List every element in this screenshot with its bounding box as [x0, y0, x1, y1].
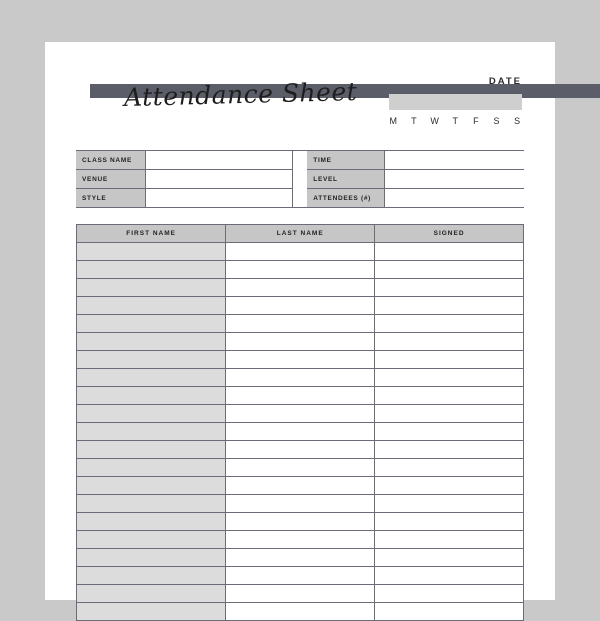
table-cell[interactable]: [375, 495, 524, 513]
weekday-monday[interactable]: M: [389, 116, 398, 126]
table-row: [77, 261, 524, 279]
table-row: [77, 549, 524, 567]
table-row: [77, 513, 524, 531]
date-input[interactable]: [389, 94, 522, 110]
info-label-venue: VENUE: [76, 170, 146, 188]
table-row: [77, 243, 524, 261]
table-cell[interactable]: [77, 297, 226, 315]
table-cell[interactable]: [77, 513, 226, 531]
table-row: [77, 477, 524, 495]
table-cell[interactable]: [77, 405, 226, 423]
table-cell[interactable]: [77, 531, 226, 549]
weekday-sunday[interactable]: S: [514, 116, 521, 126]
table-row: [77, 387, 524, 405]
info-label-attendees: ATTENDEES (#): [307, 189, 385, 207]
info-label-level: LEVEL: [307, 170, 385, 188]
table-cell[interactable]: [375, 387, 524, 405]
table-header-row: [77, 225, 524, 243]
info-row-level: [307, 170, 524, 189]
info-label-time: TIME: [307, 151, 385, 169]
table-cell[interactable]: [375, 477, 524, 495]
weekday-strip: [387, 116, 524, 126]
table-cell[interactable]: [226, 387, 375, 405]
info-field-venue[interactable]: [146, 170, 293, 188]
table-row: [77, 423, 524, 441]
table-cell[interactable]: [375, 405, 524, 423]
table-row: [77, 567, 524, 585]
table-cell[interactable]: [226, 333, 375, 351]
info-row-venue: [76, 170, 293, 189]
table-row: [77, 297, 524, 315]
table-cell[interactable]: [77, 603, 226, 621]
info-field-attendees[interactable]: [385, 189, 524, 207]
table-row: [77, 369, 524, 387]
table-cell[interactable]: [77, 549, 226, 567]
table-cell[interactable]: [375, 423, 524, 441]
table-cell[interactable]: [77, 333, 226, 351]
table-cell[interactable]: [375, 261, 524, 279]
page-title: Attendance Sheet: [123, 76, 358, 113]
table-cell[interactable]: [226, 315, 375, 333]
table-row: [77, 315, 524, 333]
table-cell[interactable]: [77, 477, 226, 495]
table-row: [77, 459, 524, 477]
table-row: [77, 405, 524, 423]
info-field-class-name[interactable]: [146, 151, 293, 169]
table-cell[interactable]: [375, 549, 524, 567]
table-cell[interactable]: [226, 567, 375, 585]
attendance-table-head: [77, 225, 524, 243]
table-cell[interactable]: [77, 423, 226, 441]
attendance-table-body: [77, 243, 524, 621]
info-row-attendees: [307, 189, 524, 207]
table-row: [77, 603, 524, 621]
printable-page: [45, 42, 555, 600]
sheet-header: [76, 56, 524, 148]
table-cell[interactable]: [77, 495, 226, 513]
info-field-style[interactable]: [146, 189, 293, 207]
table-cell[interactable]: [77, 441, 226, 459]
table-row: [77, 531, 524, 549]
table-cell[interactable]: [77, 315, 226, 333]
table-cell[interactable]: [77, 243, 226, 261]
info-column-gap: [294, 151, 308, 207]
table-cell[interactable]: [226, 495, 375, 513]
table-row: [77, 351, 524, 369]
table-cell[interactable]: [77, 459, 226, 477]
attendance-table: [76, 224, 524, 621]
table-cell[interactable]: [375, 333, 524, 351]
table-cell[interactable]: [375, 459, 524, 477]
table-cell[interactable]: [77, 279, 226, 297]
table-row: [77, 333, 524, 351]
table-cell[interactable]: [226, 405, 375, 423]
column-header-last-name: LAST NAME: [226, 225, 375, 243]
table-cell[interactable]: [375, 567, 524, 585]
table-cell[interactable]: [375, 243, 524, 261]
table-cell[interactable]: [226, 351, 375, 369]
info-field-time[interactable]: [385, 151, 524, 169]
table-cell[interactable]: [226, 441, 375, 459]
info-row-class-name: [76, 151, 293, 170]
info-row-style: [76, 189, 293, 207]
table-cell[interactable]: [375, 513, 524, 531]
table-cell[interactable]: [77, 351, 226, 369]
info-label-style: STYLE: [76, 189, 146, 207]
class-info-right-column: [307, 151, 524, 207]
table-row: [77, 279, 524, 297]
table-cell[interactable]: [375, 603, 524, 621]
table-cell[interactable]: [375, 441, 524, 459]
weekday-friday[interactable]: F: [473, 116, 480, 126]
table-cell[interactable]: [226, 459, 375, 477]
weekday-tuesday[interactable]: T: [411, 116, 418, 126]
table-cell[interactable]: [226, 513, 375, 531]
info-row-time: [307, 151, 524, 170]
table-cell[interactable]: [226, 549, 375, 567]
table-cell[interactable]: [77, 567, 226, 585]
class-info-left-column: [76, 151, 294, 207]
table-cell[interactable]: [77, 369, 226, 387]
class-info-table: [76, 150, 524, 208]
table-cell[interactable]: [375, 297, 524, 315]
table-cell[interactable]: [375, 531, 524, 549]
table-row: [77, 441, 524, 459]
table-cell[interactable]: [375, 351, 524, 369]
page-content: [45, 56, 555, 600]
column-header-first-name: FIRST NAME: [77, 225, 226, 243]
table-cell[interactable]: [226, 279, 375, 297]
table-cell[interactable]: [77, 261, 226, 279]
weekday-thursday[interactable]: T: [452, 116, 459, 126]
column-header-signed: SIGNED: [375, 225, 524, 243]
table-cell[interactable]: [375, 369, 524, 387]
date-label: DATE: [488, 76, 522, 87]
table-cell[interactable]: [375, 279, 524, 297]
table-cell[interactable]: [77, 387, 226, 405]
table-cell[interactable]: [226, 603, 375, 621]
table-cell[interactable]: [226, 243, 375, 261]
table-cell[interactable]: [226, 261, 375, 279]
info-field-level[interactable]: [385, 170, 524, 188]
info-label-class-name: CLASS NAME: [76, 151, 146, 169]
table-cell[interactable]: [226, 477, 375, 495]
weekday-wednesday[interactable]: W: [430, 116, 440, 126]
table-cell[interactable]: [226, 297, 375, 315]
table-cell[interactable]: [226, 531, 375, 549]
table-row: [77, 495, 524, 513]
table-cell[interactable]: [375, 315, 524, 333]
weekday-saturday[interactable]: S: [493, 116, 501, 126]
table-cell[interactable]: [226, 369, 375, 387]
table-cell[interactable]: [226, 423, 375, 441]
